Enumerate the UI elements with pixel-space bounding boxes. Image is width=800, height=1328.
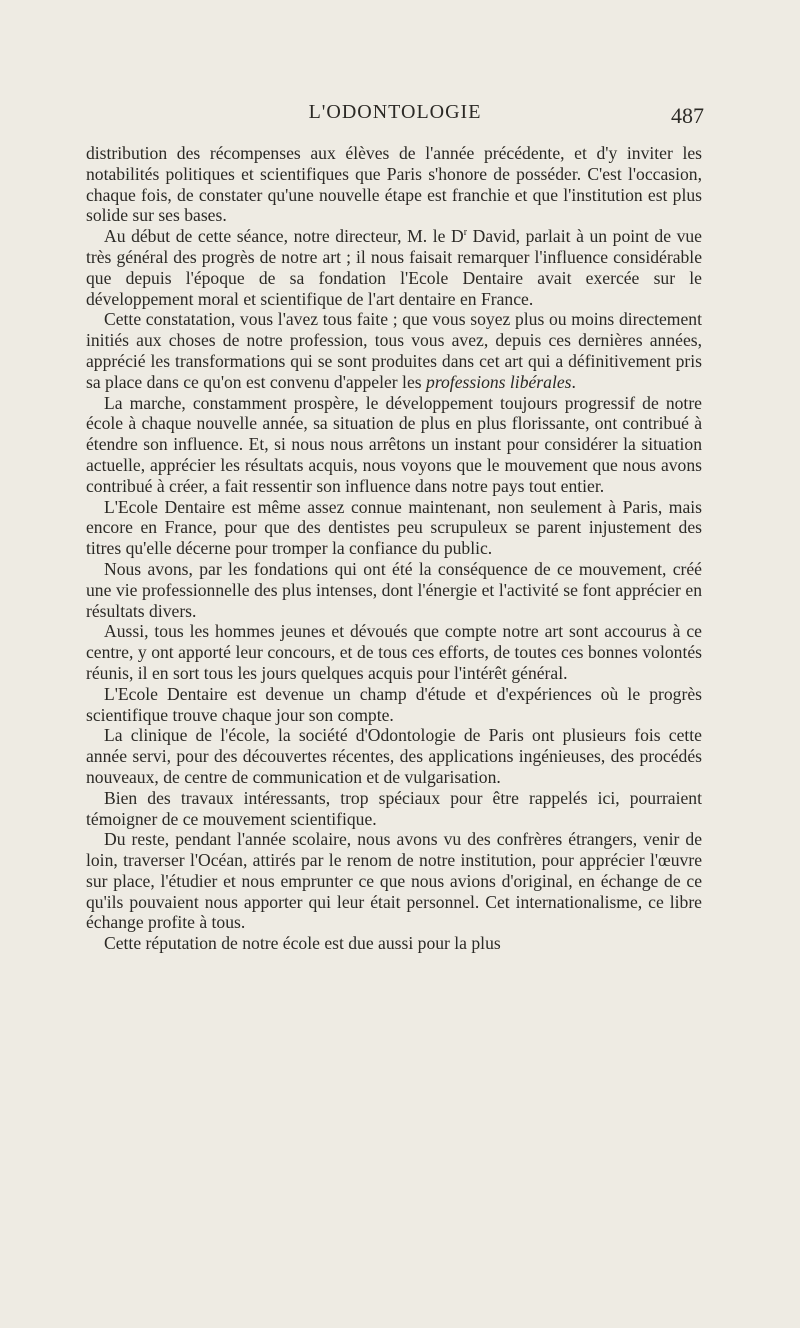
superscript: r bbox=[463, 227, 468, 239]
paragraph: La clinique de l'école, la société d'Odontologie de Paris ont plusieurs fois cette année servi, pour des découvertes récentes, des applications ingénieuses, des procédés nouveaux, de centre de communication et de vulgarisation. bbox=[86, 725, 702, 787]
paragraph: Nous avons, par les fondations qui ont été la conséquence de ce mouvement, créé une vie professionnelle des plus intenses, dont l'énergie et l'activité se font apprécier en résultats divers. bbox=[86, 558, 702, 621]
paragraph: La marche, constamment prospère, le développement toujours progressif de notre école à chaque nouvelle année, sa situation de plus en plus florissante, ont contribué à étendre son influence. Et, si nous nous arrêtons un instant pour considérer la situation actuelle, apprécier les résultats acquis, nous voyons que le mouvement que nous avons contribué à créer, a fait ressentir son influence dans notre pays tout entier. bbox=[86, 392, 702, 496]
paragraph: Bien des travaux intéressants, trop spéciaux pour être rappelés ici, pourraient témoigner de ce mouvement scientifique. bbox=[86, 787, 702, 829]
paragraph-text: David, parlait à un point de vue très général des progrès de notre art ; il nous faisait remarquer l'influence considérable que depuis l'époque de sa fondation l'Ecole Dentaire avait exercée sur le développement moral et scientifique de l'art dentaire en France. bbox=[86, 226, 702, 309]
paragraph: Du reste, pendant l'année scolaire, nous avons vu des confrères étrangers, venir de loin, traverser l'Océan, attirés par le renom de notre institution, pour apprécier l'œuvre sur place, l'étudier et nous emprunter ce que nous avions d'original, en échange de ce qu'ils pouvaient nous apporter qui leur était personnel. Cet internationalisme, ce libre échange profite à tous. bbox=[86, 829, 702, 933]
paragraph bbox=[86, 309, 702, 392]
paragraph: L'Ecole Dentaire est devenue un champ d'étude et d'expériences où le progrès scientifique trouve chaque jour son compte. bbox=[86, 683, 702, 725]
paragraph: L'Ecole Dentaire est même assez connue maintenant, non seulement à Paris, mais encore en France, pour que des dentistes peu scrupuleux se parent injustement des titres qu'elle décerne pour tromper la confiance du public. bbox=[86, 496, 702, 559]
body-text bbox=[86, 143, 702, 954]
paragraph-text: . bbox=[571, 371, 576, 392]
paragraph: Aussi, tous les hommes jeunes et dévoués que compte notre art sont accourus à ce centre, y ont apporté leur concours, et de tous ces efforts, de toutes ces bonnes volontés réunis, il en sort tous les jours quelques acquis pour l'intérêt général. bbox=[86, 621, 702, 683]
paragraph: Cette réputation de notre école est due aussi pour la plus bbox=[104, 933, 501, 954]
paragraph: distribution des récompenses aux élèves de l'année précédente, et d'y inviter les notabilités politiques et scientifiques que Paris s'honore de posséder. C'est l'occasion, chaque fois, de constater qu'une nouvelle étape est franchie et que l'institution est plus solide sur ses bases. bbox=[86, 143, 702, 226]
running-head: L'ODONTOLOGIE bbox=[308, 101, 482, 123]
italic-term: professions libérales bbox=[426, 371, 572, 392]
paragraph-text: Au début de cette séance, notre directeur, M. le D bbox=[104, 226, 464, 247]
page-number: 487 bbox=[671, 103, 704, 128]
paragraph bbox=[86, 226, 702, 309]
page-header bbox=[86, 101, 704, 141]
paragraph-text: Cette constatation, vous l'avez tous faite ; que vous soyez plus ou moins directement initiés aux choses de notre profession, tous vous avez, depuis ces dernières années, apprécié les transformations qui se sont produites dans cet art qui a définitivement pris sa place dans ce qu'on est convenu d'appeler les bbox=[86, 309, 702, 392]
